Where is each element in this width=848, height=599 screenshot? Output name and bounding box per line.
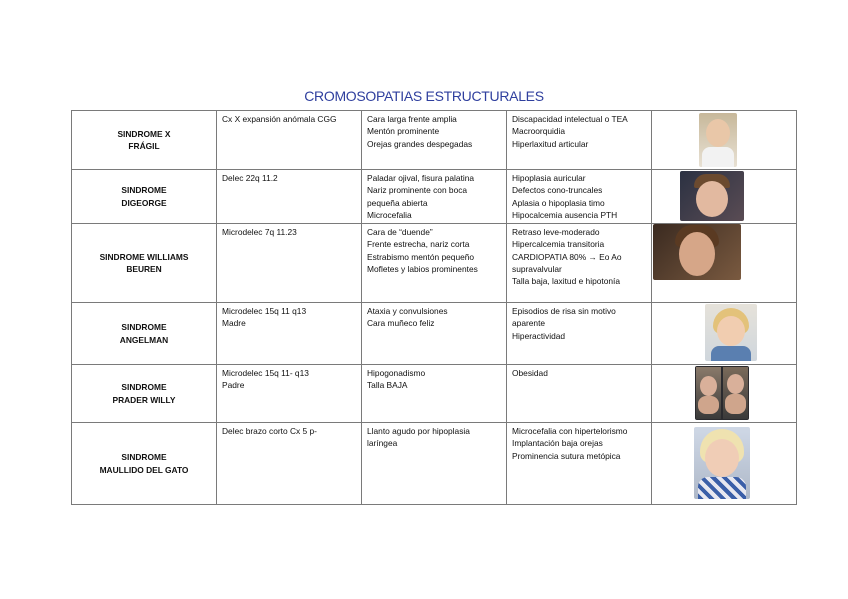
- child-photo: [653, 224, 741, 280]
- table-row: [72, 365, 797, 423]
- features-cell: Cara larga frente amplia Mentón prominente Orejas grandes despegadas: [362, 111, 507, 170]
- table-row: [72, 170, 797, 224]
- child-photo: [680, 171, 744, 221]
- clinical-cell: Hipoplasia auricular Defectos cono-truncales Aplasia o hipoplasia timo Hipocalcemia ausencia PTH: [507, 170, 652, 224]
- features-cell: Ataxia y convulsiones Cara muñeco feliz: [362, 303, 507, 365]
- syndrome-name: SINDROME MAULLIDO DEL GATO: [72, 423, 217, 505]
- syndrome-name: SINDROME WILLIAMS BEUREN: [72, 224, 217, 303]
- clinical-cell: Microcefalia con hipertelorismo Implantación baja orejas Prominencia sutura metópica: [507, 423, 652, 505]
- child-photo: [705, 304, 757, 361]
- table-row: [72, 303, 797, 365]
- genetics-cell: Cx X expansión anómala CGG: [217, 111, 362, 170]
- photo-cell: [652, 111, 797, 170]
- child-photo: [699, 113, 737, 167]
- clinical-cell: Discapacidad intelectual o TEA Macroorquidia Hiperlaxitud articular: [507, 111, 652, 170]
- genetics-cell: Delec brazo corto Cx 5 p-: [217, 423, 362, 505]
- genetics-cell: Microdelec 15q 11 q13 Madre: [217, 303, 362, 365]
- syndrome-name: SINDROME X FRÁGIL: [72, 111, 217, 170]
- child-photo: [695, 366, 749, 420]
- table-row: [72, 423, 797, 505]
- photo-cell: [652, 224, 797, 303]
- photo-cell: [652, 303, 797, 365]
- photo-cell: [652, 365, 797, 423]
- features-cell: Hipogonadismo Talla BAJA: [362, 365, 507, 423]
- syndrome-name: SINDROME ANGELMAN: [72, 303, 217, 365]
- features-cell: Paladar ojival, fisura palatina Nariz prominente con boca pequeña abierta Microcefalia: [362, 170, 507, 224]
- features-cell: Llanto agudo por hipoplasia laríngea: [362, 423, 507, 505]
- clinical-cell: Retraso leve-moderado Hipercalcemia transitoria CARDIOPATIA 80% → Eo Ao supravalvular Talla baja, laxitud e hipotonía: [507, 224, 652, 303]
- syndrome-table: [71, 110, 797, 505]
- syndrome-name: SINDROME DIGEORGE: [72, 170, 217, 224]
- clinical-cell: Obesidad: [507, 365, 652, 423]
- genetics-cell: Microdelec 7q 11.23: [217, 224, 362, 303]
- table-row: [72, 111, 797, 170]
- genetics-cell: Microdelec 15q 11- q13 Padre: [217, 365, 362, 423]
- genetics-cell: Delec 22q 11.2: [217, 170, 362, 224]
- photo-cell: [652, 423, 797, 505]
- page-title: CROMOSOPATIAS ESTRUCTURALES: [304, 88, 544, 104]
- syndrome-name: SINDROME PRADER WILLY: [72, 365, 217, 423]
- features-cell: Cara de “duende” Frente estrecha, nariz corta Estrabismo mentón pequeño Mofletes y labios prominentes: [362, 224, 507, 303]
- child-photo: [694, 427, 750, 499]
- table-row: [72, 224, 797, 303]
- photo-cell: [652, 170, 797, 224]
- clinical-cell: Episodios de risa sin motivo aparente Hiperactividad: [507, 303, 652, 365]
